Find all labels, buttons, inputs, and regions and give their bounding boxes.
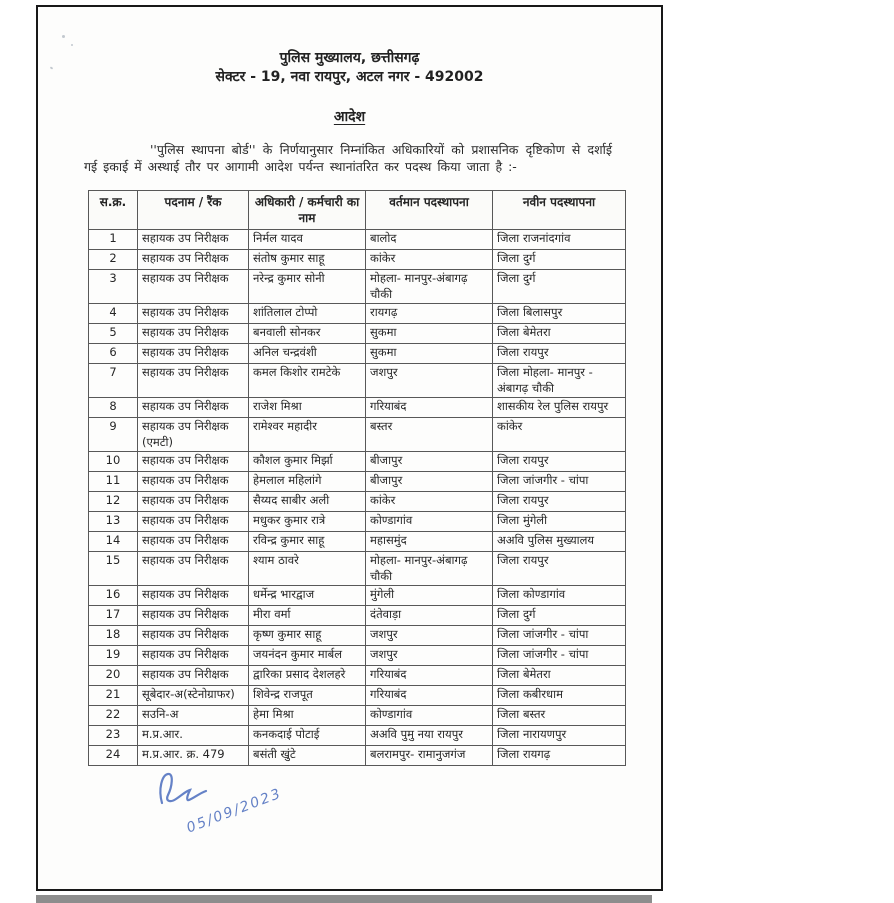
table-cell: रविन्द्र कुमार साहू bbox=[249, 532, 366, 552]
table-cell: द्वारिका प्रसाद देशलहरे bbox=[249, 666, 366, 686]
table-cell: जिला रायपुर bbox=[493, 552, 626, 586]
table-cell: मोहला- मानपुर-अंबागढ़ चौकी bbox=[366, 552, 493, 586]
table-cell: 22 bbox=[89, 706, 138, 726]
table-cell: जिला बिलासपुर bbox=[493, 304, 626, 324]
table-row bbox=[89, 626, 626, 646]
column-header: अधिकारी / कर्मचारी का नाम bbox=[249, 190, 366, 229]
table-cell: 23 bbox=[89, 726, 138, 746]
table-cell: जशपुर bbox=[366, 364, 493, 398]
scan-speck bbox=[62, 35, 65, 38]
table-cell: 24 bbox=[89, 746, 138, 766]
transfer-table bbox=[88, 190, 626, 767]
table-cell: जिला मोहला- मानपुर - अंबागढ़ चौकी bbox=[493, 364, 626, 398]
table-cell: जिला जांजगीर - चांपा bbox=[493, 646, 626, 666]
table-cell: जिला दुर्ग bbox=[493, 606, 626, 626]
table-cell: मोहला- मानपुर-अंबागढ़ चौकी bbox=[366, 270, 493, 304]
table-cell: 1 bbox=[89, 230, 138, 250]
table-row bbox=[89, 304, 626, 324]
table-header-row bbox=[89, 190, 626, 229]
order-title: आदेश bbox=[333, 108, 366, 125]
table-cell: सैय्यद साबीर अली bbox=[249, 492, 366, 512]
table-cell: 6 bbox=[89, 344, 138, 364]
table-cell: सहायक उप निरीक्षक bbox=[138, 230, 249, 250]
table-cell: शांतिलाल टोप्पो bbox=[249, 304, 366, 324]
table-cell: सुकमा bbox=[366, 324, 493, 344]
table-row bbox=[89, 552, 626, 586]
table-cell: जिला रायगढ़ bbox=[493, 746, 626, 766]
table-cell: जशपुर bbox=[366, 626, 493, 646]
table-cell: जिला रायपुर bbox=[493, 492, 626, 512]
table-cell: दंतेवाड़ा bbox=[366, 606, 493, 626]
table-cell: बीजापुर bbox=[366, 452, 493, 472]
table-cell: अअवि पुमु नया रायपुर bbox=[366, 726, 493, 746]
table-row bbox=[89, 418, 626, 452]
table-row bbox=[89, 398, 626, 418]
table-cell: जयनंदन कुमार मार्बल bbox=[249, 646, 366, 666]
table-cell: सहायक उप निरीक्षक bbox=[138, 270, 249, 304]
table-cell: 18 bbox=[89, 626, 138, 646]
table-cell: धर्मेन्द्र भारद्वाज bbox=[249, 586, 366, 606]
table-row bbox=[89, 606, 626, 626]
table-cell: सहायक उप निरीक्षक bbox=[138, 398, 249, 418]
table-cell: रायगढ़ bbox=[366, 304, 493, 324]
table-cell: जिला रायपुर bbox=[493, 452, 626, 472]
column-header: वर्तमान पदस्थापना bbox=[366, 190, 493, 229]
table-row bbox=[89, 250, 626, 270]
table-cell: 4 bbox=[89, 304, 138, 324]
letterhead bbox=[38, 49, 661, 87]
table-cell: जिला रायपुर bbox=[493, 344, 626, 364]
table-cell: कांकेर bbox=[366, 492, 493, 512]
table-cell: 15 bbox=[89, 552, 138, 586]
table-cell: जिला बेमेतरा bbox=[493, 666, 626, 686]
table-row bbox=[89, 646, 626, 666]
table-cell: कांकेर bbox=[366, 250, 493, 270]
column-header: पदनाम / रैंक bbox=[138, 190, 249, 229]
table-row bbox=[89, 364, 626, 398]
table-cell: जिला जांजगीर - चांपा bbox=[493, 472, 626, 492]
table-cell: सहायक उप निरीक्षक bbox=[138, 472, 249, 492]
table-cell: सूबेदार-अ(स्टेनोग्राफर) bbox=[138, 686, 249, 706]
table-header bbox=[89, 190, 626, 229]
table-row bbox=[89, 230, 626, 250]
table-cell: 2 bbox=[89, 250, 138, 270]
table-cell: 10 bbox=[89, 452, 138, 472]
table-row bbox=[89, 344, 626, 364]
scan-speck bbox=[71, 44, 73, 46]
table-cell: जिला बेमेतरा bbox=[493, 324, 626, 344]
table-cell: 13 bbox=[89, 512, 138, 532]
table-cell: जिला कोण्डागांव bbox=[493, 586, 626, 606]
table-cell: सहायक उप निरीक्षक bbox=[138, 512, 249, 532]
table-row bbox=[89, 324, 626, 344]
table-cell: 20 bbox=[89, 666, 138, 686]
table-cell: जिला बस्तर bbox=[493, 706, 626, 726]
table-cell: सहायक उप निरीक्षक bbox=[138, 452, 249, 472]
table-row bbox=[89, 472, 626, 492]
table-cell: निर्मल यादव bbox=[249, 230, 366, 250]
table-cell: सहायक उप निरीक्षक bbox=[138, 626, 249, 646]
table-cell: शासकीय रेल पुलिस रायपुर bbox=[493, 398, 626, 418]
table-cell: सहायक उप निरीक्षक bbox=[138, 344, 249, 364]
table-cell: म.प्र.आर. क्र. 479 bbox=[138, 746, 249, 766]
column-header: स.क्र. bbox=[89, 190, 138, 229]
table-cell: कौशल कुमार मिर्झा bbox=[249, 452, 366, 472]
table-cell: कोण्डागांव bbox=[366, 706, 493, 726]
table-cell: सहायक उप निरीक्षक bbox=[138, 324, 249, 344]
table-cell: श्याम ठावरे bbox=[249, 552, 366, 586]
table-cell: म.प्र.आर. bbox=[138, 726, 249, 746]
table-row bbox=[89, 452, 626, 472]
handwritten-date: 05/09/2023 bbox=[184, 785, 285, 837]
org-name: पुलिस मुख्यालय, छत्तीसगढ़ bbox=[279, 50, 420, 66]
table-cell: जशपुर bbox=[366, 646, 493, 666]
org-address: सेक्टर - 19, नवा रायपुर, अटल नगर - 492002 bbox=[215, 68, 484, 85]
table-cell: जिला राजनांदगांव bbox=[493, 230, 626, 250]
table-cell: गरियाबंद bbox=[366, 686, 493, 706]
table-cell: सहायक उप निरीक्षक bbox=[138, 364, 249, 398]
table-cell: गरियाबंद bbox=[366, 398, 493, 418]
table-body bbox=[89, 230, 626, 766]
table-row bbox=[89, 666, 626, 686]
table-cell: सहायक उप निरीक्षक (एमटी) bbox=[138, 418, 249, 452]
table-cell: सहायक उप निरीक्षक bbox=[138, 532, 249, 552]
table-cell: 7 bbox=[89, 364, 138, 398]
table-cell: मधुकर कुमार रात्रे bbox=[249, 512, 366, 532]
table-row bbox=[89, 586, 626, 606]
table-cell: 12 bbox=[89, 492, 138, 512]
table-row bbox=[89, 532, 626, 552]
table-cell: रामेश्वर महादीर bbox=[249, 418, 366, 452]
table-cell: सउनि-अ bbox=[138, 706, 249, 726]
table-cell: जिला दुर्ग bbox=[493, 270, 626, 304]
table-cell: अअवि पुलिस मुख्यालय bbox=[493, 532, 626, 552]
table-cell: शिवेन्द्र राजपूत bbox=[249, 686, 366, 706]
table-cell: सहायक उप निरीक्षक bbox=[138, 304, 249, 324]
table-cell: जिला कबीरधाम bbox=[493, 686, 626, 706]
table-cell: बनवाली सोनकर bbox=[249, 324, 366, 344]
table-cell: 14 bbox=[89, 532, 138, 552]
table-cell: सहायक उप निरीक्षक bbox=[138, 250, 249, 270]
table-cell: 11 bbox=[89, 472, 138, 492]
table-cell: कनकदाई पोटाई bbox=[249, 726, 366, 746]
table-cell: संतोष कुमार साहू bbox=[249, 250, 366, 270]
table-cell: 17 bbox=[89, 606, 138, 626]
table-row bbox=[89, 270, 626, 304]
table-cell: सहायक उप निरीक्षक bbox=[138, 646, 249, 666]
table-cell: राजेश मिश्रा bbox=[249, 398, 366, 418]
signature-squiggle-icon bbox=[156, 769, 226, 813]
table-cell: बलरामपुर- रामानुजगंज bbox=[366, 746, 493, 766]
table-row bbox=[89, 746, 626, 766]
table-row bbox=[89, 512, 626, 532]
table-cell: गरियाबंद bbox=[366, 666, 493, 686]
table-cell: अनिल चन्द्रवंशी bbox=[249, 344, 366, 364]
table-cell: महासमुंद bbox=[366, 532, 493, 552]
table-row bbox=[89, 492, 626, 512]
table-cell: मुंगेली bbox=[366, 586, 493, 606]
table-cell: कांकेर bbox=[493, 418, 626, 452]
table-cell: 3 bbox=[89, 270, 138, 304]
table-cell: जिला नारायणपुर bbox=[493, 726, 626, 746]
table-cell: मीरा वर्मा bbox=[249, 606, 366, 626]
table-cell: 16 bbox=[89, 586, 138, 606]
table-cell: 21 bbox=[89, 686, 138, 706]
order-intro-paragraph: ''पुलिस स्थापना बोर्ड'' के निर्णयानुसार निम्नांकित अधिकारियों को प्रशासनिक दृष्टिकोण से दर्शाई गई इकाई में अस्थाई तौर पर आगामी आदेश पर्यन्त स्थानांतरित कर पदस्थ किया जाता है :- bbox=[84, 141, 612, 175]
table-cell: सहायक उप निरीक्षक bbox=[138, 606, 249, 626]
table-row bbox=[89, 726, 626, 746]
table-cell: सहायक उप निरीक्षक bbox=[138, 586, 249, 606]
scan-shadow-bar bbox=[36, 895, 652, 903]
table-cell: 8 bbox=[89, 398, 138, 418]
table-cell: कमल किशोर रामटेके bbox=[249, 364, 366, 398]
table-cell: कृष्ण कुमार साहू bbox=[249, 626, 366, 646]
table-cell: नरेन्द्र कुमार सोनी bbox=[249, 270, 366, 304]
table-cell: सुकमा bbox=[366, 344, 493, 364]
table-cell: बसंती खुंटे bbox=[249, 746, 366, 766]
table-cell: बीजापुर bbox=[366, 472, 493, 492]
table-cell: सहायक उप निरीक्षक bbox=[138, 666, 249, 686]
column-header: नवीन पदस्थापना bbox=[493, 190, 626, 229]
table-cell: बालोद bbox=[366, 230, 493, 250]
handwritten-signature-block bbox=[156, 769, 336, 839]
document-page bbox=[36, 5, 663, 891]
table-cell: 9 bbox=[89, 418, 138, 452]
table-cell: जिला दुर्ग bbox=[493, 250, 626, 270]
table-cell: 19 bbox=[89, 646, 138, 666]
table-cell: हेमा मिश्रा bbox=[249, 706, 366, 726]
table-cell: हेमलाल महिलांगे bbox=[249, 472, 366, 492]
table-cell: जिला मुंगेली bbox=[493, 512, 626, 532]
table-cell: कोण्डागांव bbox=[366, 512, 493, 532]
table-cell: 5 bbox=[89, 324, 138, 344]
table-row bbox=[89, 686, 626, 706]
table-row bbox=[89, 706, 626, 726]
table-cell: बस्तर bbox=[366, 418, 493, 452]
table-cell: सहायक उप निरीक्षक bbox=[138, 492, 249, 512]
table-cell: जिला जांजगीर - चांपा bbox=[493, 626, 626, 646]
table-cell: सहायक उप निरीक्षक bbox=[138, 552, 249, 586]
